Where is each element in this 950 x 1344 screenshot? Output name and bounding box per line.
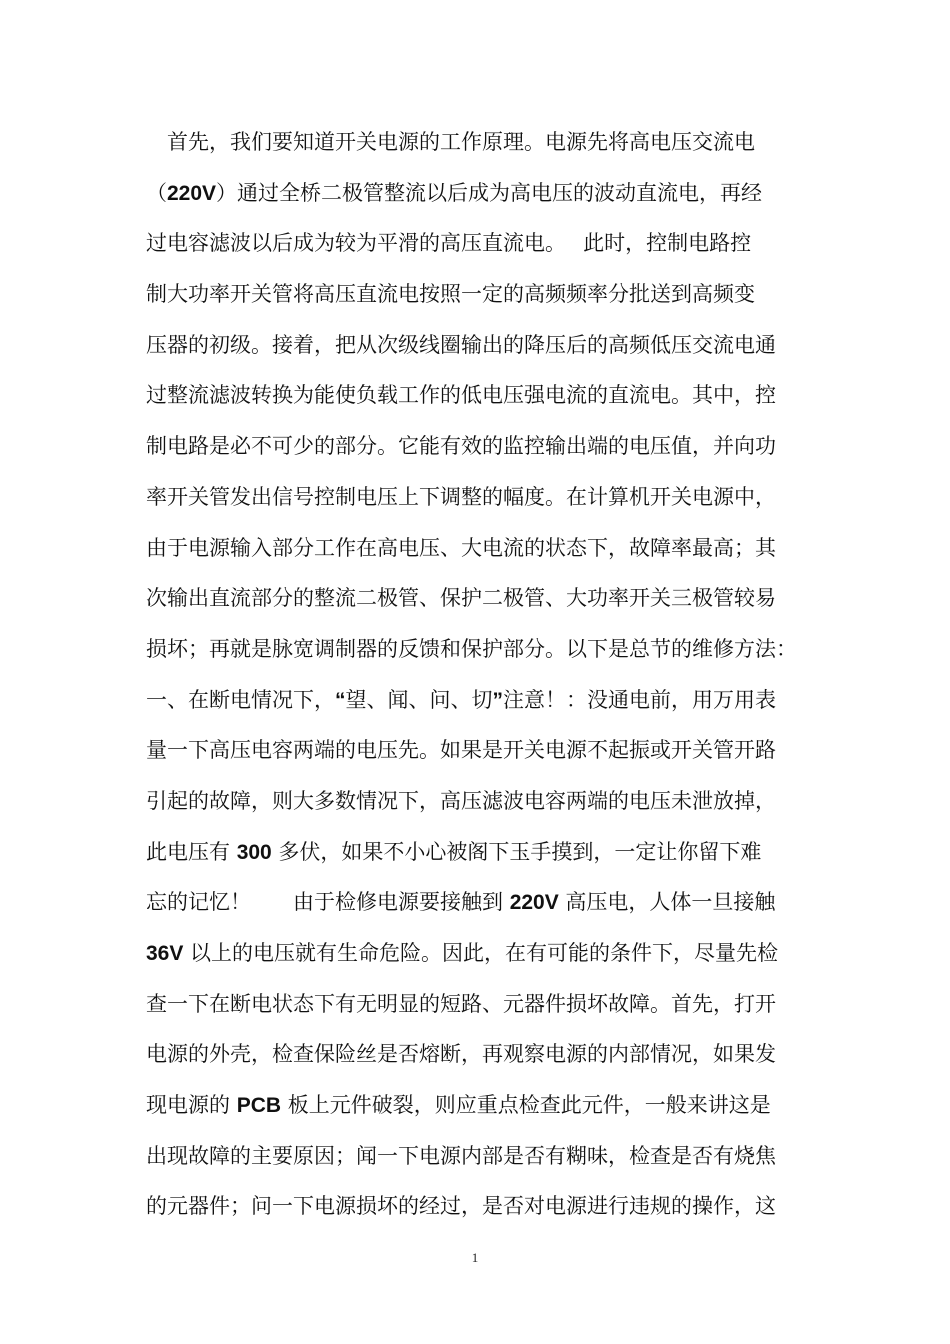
text-line [146, 1131, 816, 1182]
text-segment: 次输出直流部分的整流二极管、保护二极管、大功率开关三极管较易 [146, 586, 776, 611]
text-line [146, 573, 816, 624]
bold-text-segment: 36V [146, 942, 184, 965]
text-segment: 注意！：没通电前，用万用表 [503, 687, 776, 712]
text-line [146, 472, 816, 523]
text-segment: 过电容滤波以后成为较为平滑的高压直流电。 此时，控制电路控 [146, 231, 752, 256]
text-line [146, 523, 816, 574]
text-line [146, 168, 816, 219]
text-segment: 电源的外壳，检查保险丝是否熔断，再观察电源的内部情况，如果发 [146, 1042, 776, 1067]
text-segment: 过整流滤波转换为能使负载工作的低电压强电流的直流电。其中，控 [146, 383, 776, 408]
text-line [146, 320, 816, 371]
text-segment: 以上的电压就有生命危险。因此，在有可能的条件下，尽量先检 [183, 941, 779, 965]
text-line [146, 979, 816, 1030]
text-segment: 压器的初级。接着，把从次级线圈输出的降压后的高频低压交流电通 [146, 332, 776, 357]
bold-text-segment: “ [335, 688, 346, 712]
text-segment: 制电路是必不可少的部分。它能有效的监控输出端的电压值，并向功 [146, 434, 776, 459]
text-line [146, 1181, 816, 1232]
text-segment: （ [146, 180, 167, 205]
text-segment: 现电源的 [146, 1093, 237, 1118]
page-number: 1 [471, 1250, 479, 1265]
text-line [146, 1029, 816, 1080]
text-line [146, 1080, 816, 1131]
text-segment: 引起的故障，则大多数情况下，高压滤波电容两端的电压未泄放掉， [146, 788, 776, 813]
text-line [146, 675, 816, 726]
text-line [146, 725, 816, 776]
text-segment: 的元器件；问一下电源损坏的经过，是否对电源进行违规的操作，这 [146, 1194, 776, 1219]
text-segment: 一、在断电情况下， [146, 687, 335, 712]
text-segment: 率开关管发出信号控制电压上下调整的幅度。在计算机开关电源中， [146, 484, 776, 509]
text-segment: 首先，我们要知道开关电源的工作原理。电源先将高电压交流电 [146, 130, 755, 154]
text-line [146, 421, 816, 472]
text-segment: 板上元件破裂，则应重点检查此元件，一般来讲这是 [281, 1093, 771, 1118]
text-line [146, 269, 816, 320]
bold-text-segment: 300 [236, 840, 272, 864]
text-segment: 此电压有 [146, 839, 237, 864]
text-line [146, 218, 816, 269]
text-segment: 忘的记忆！ 由于检修电源要接触到 [146, 890, 510, 915]
text-segment: 由于电源输入部分工作在高电压、大电流的状态下，故障率最高；其 [146, 535, 776, 560]
text-line [146, 117, 816, 168]
text-line [146, 827, 816, 878]
text-segment: 量一下高压电容两端的电压先。如果是开关电源不起振或开关管开路 [146, 738, 776, 763]
text-segment: ）通过全桥二极管整流以后成为高电压的波动直流电，再经 [216, 180, 763, 205]
text-segment: 望、闻、问、切 [345, 687, 493, 712]
text-line [146, 877, 816, 928]
text-line [146, 928, 816, 979]
text-line [146, 776, 816, 827]
text-line [146, 370, 816, 421]
bold-text-segment: 220V [509, 891, 559, 915]
text-segment: 制大功率开关管将高压直流电按照一定的高频频率分批送到高频变 [146, 282, 755, 307]
text-segment: 损坏；再就是脉宽调制器的反馈和保护部分。以下是总节的维修方法： [146, 636, 797, 661]
text-line [146, 624, 816, 675]
text-segment: 出现故障的主要原因；闻一下电源内部是否有糊味，检查是否有烧焦 [146, 1143, 776, 1168]
bold-text-segment: 220V [167, 181, 217, 205]
bold-text-segment: PCB [236, 1094, 282, 1118]
bold-text-segment: ” [492, 688, 503, 712]
text-segment: 高压电，人体一旦接触 [558, 890, 776, 915]
body-text [146, 117, 816, 1232]
text-segment: 查一下在断电状态下有无明显的短路、元器件损坏故障。首先，打开 [146, 991, 776, 1016]
text-segment: 多伏，如果不小心被阁下玉手摸到，一定让你留下难 [271, 839, 762, 864]
